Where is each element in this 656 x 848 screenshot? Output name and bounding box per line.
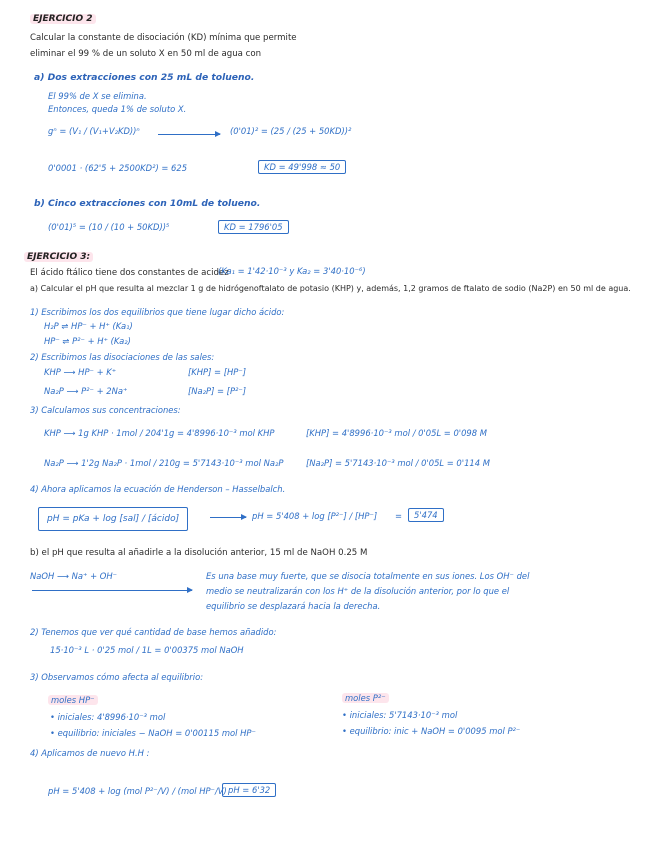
ej3-b3-hp-label: moles HP⁻	[48, 695, 98, 705]
ej3-step1: 1) Escribimos los dos equilibrios que tiene lugar dicho ácido:	[30, 307, 285, 317]
ej3-step2-r1: KHP ⟶ HP⁻ + K⁺	[44, 367, 117, 377]
ej2-a-line2: Entonces, queda 1% de soluto X.	[48, 104, 187, 114]
ej3-b2: 2) Tenemos que ver qué cantidad de base hemos añadido:	[30, 627, 277, 637]
ej2-a-eq1-left: gⁿ = (V₁ / (V₁+V₂KD))ⁿ	[48, 126, 140, 136]
ej3-b3-hp-line2: • equilibrio: iniciales − NaOH = 0'00115 mol HP⁻	[50, 728, 256, 738]
ej3-b1-eq: NaOH ⟶ Na⁺ + OH⁻	[30, 571, 118, 581]
ej3-b1-text3: equilibrio se desplazará hacia la derecha.	[206, 601, 381, 611]
ej2-b-result: KD = 1796'05	[218, 220, 289, 234]
ej2-b-eq: (0'01)⁵ = (10 / (10 + 50KD))⁵	[48, 222, 170, 232]
ej3-step3-khp-right: [KHP] = 4'8996·10⁻³ mol / 0'05L = 0'098 M	[306, 428, 487, 438]
ej3-step3-khp-left: KHP ⟶ 1g KHP · 1mol / 204'1g = 4'8996·10⁻³ mol KHP	[44, 428, 275, 438]
arrow	[210, 517, 246, 518]
ej3-step2: 2) Escribimos las disociaciones de las sales:	[30, 352, 215, 362]
ej3-step3: 3) Calculamos sus concentraciones:	[30, 405, 181, 415]
ej3-step3-na-left: Na₂P ⟶ 1'2g Na₂P · 1mol / 210g = 5'7143·10⁻³ mol Na₂P	[44, 458, 284, 468]
ej3-b3-p-label: moles P²⁻	[342, 693, 389, 703]
ej3-step2-r2: Na₂P ⟶ P²⁻ + 2Na⁺	[44, 386, 128, 396]
ej3-constants: (Ka₁ = 1'42·10⁻³ y Ka₂ = 3'40·10⁻⁶)	[218, 266, 366, 276]
ej2-b-title: b) Cinco extracciones con 10mL de tolueno.	[34, 198, 261, 209]
ej3-b4-eq: pH = 5'408 + log (mol P²⁻/V) / (mol HP⁻/V)	[48, 786, 227, 796]
long-arrow	[32, 590, 192, 591]
ej3-b1-text2: medio se neutralizarán con los H⁺ de la disolución anterior, por lo que el	[206, 586, 510, 596]
ej3-step4-result: 5'474	[408, 508, 444, 522]
arrow	[158, 134, 220, 135]
ej2-prompt-line2: eliminar el 99 % de un soluto X en 50 ml de agua con	[30, 49, 262, 59]
equals-sign: =	[395, 511, 403, 521]
ej3-b3-p-line1: • iniciales: 5'7143·10⁻³ mol	[342, 710, 458, 720]
ej3-step2-r2b: [Na₂P] = [P²⁻]	[188, 386, 247, 396]
ej3-step1-r1: H₂P ⇌ HP⁻ + H⁺ (Ka₁)	[44, 321, 133, 331]
ej3-b3: 3) Observamos cómo afecta al equilibrio:	[30, 672, 204, 682]
ej3-step4-calc: pH = 5'408 + log [P²⁻] / [HP⁻]	[252, 511, 378, 521]
ej3-henderson-formula: pH = pKa + log [sal] / [ácido]	[38, 507, 188, 531]
heading-ej3: EJERCICIO 3:	[24, 252, 93, 262]
ej3-b-prompt: b) el pH que resulta al añadirle a la disolución anterior, 15 ml de NaOH 0.25 M	[30, 548, 368, 558]
ej3-b1-text1: Es una base muy fuerte, que se disocia totalmente en sus iones. Los OH⁻ del	[206, 571, 530, 581]
heading-ej2: EJERCICIO 2	[30, 14, 96, 24]
ej2-a-line1: El 99% de X se elimina.	[48, 91, 147, 101]
ej3-b2-eq: 15·10⁻³ L · 0'25 mol / 1L = 0'00375 mol NaOH	[50, 645, 244, 655]
ej3-b4: 4) Aplicamos de nuevo H.H :	[30, 748, 150, 758]
ej2-a-result: KD = 49'998 ≈ 50	[258, 160, 346, 174]
ej3-step1-r2: HP⁻ ⇌ P²⁻ + H⁺ (Ka₂)	[44, 336, 131, 346]
ej3-step4: 4) Ahora aplicamos la ecuación de Henderson – Hasselbalch.	[30, 484, 286, 494]
ej3-b4-result: pH = 6'32	[222, 783, 276, 797]
ej3-b3-hp-line1: • iniciales: 4'8996·10⁻³ mol	[50, 712, 166, 722]
ej3-b3-p-line2: • equilibrio: inic + NaOH = 0'0095 mol P²⁻	[342, 726, 521, 736]
ej2-a-eq2: 0'0001 · (62'5 + 2500KD²) = 625	[48, 163, 188, 173]
ej2-prompt-line1: Calcular la constante de disociación (KD) mínima que permite	[30, 33, 297, 43]
ej3-a-prompt: a) Calcular el pH que resulta al mezclar 1 g de hidrógenoftalato de potasio (KHP) y, además, 1,2 gramos de ftalato de sodio (Na2P) en 50 ml de agua.	[30, 284, 631, 293]
ej3-step2-r1b: [KHP] = [HP⁻]	[188, 367, 247, 377]
ej3-step3-na-right: [Na₂P] = 5'7143·10⁻³ mol / 0'05L = 0'114 M	[306, 458, 490, 468]
ej2-a-eq1-right: (0'01)² = (25 / (25 + 50KD))²	[230, 126, 352, 136]
ej3-intro: El ácido ftálico tiene dos constantes de acidez	[30, 268, 229, 278]
ej2-a-title: a) Dos extracciones con 25 mL de tolueno.	[34, 72, 255, 83]
